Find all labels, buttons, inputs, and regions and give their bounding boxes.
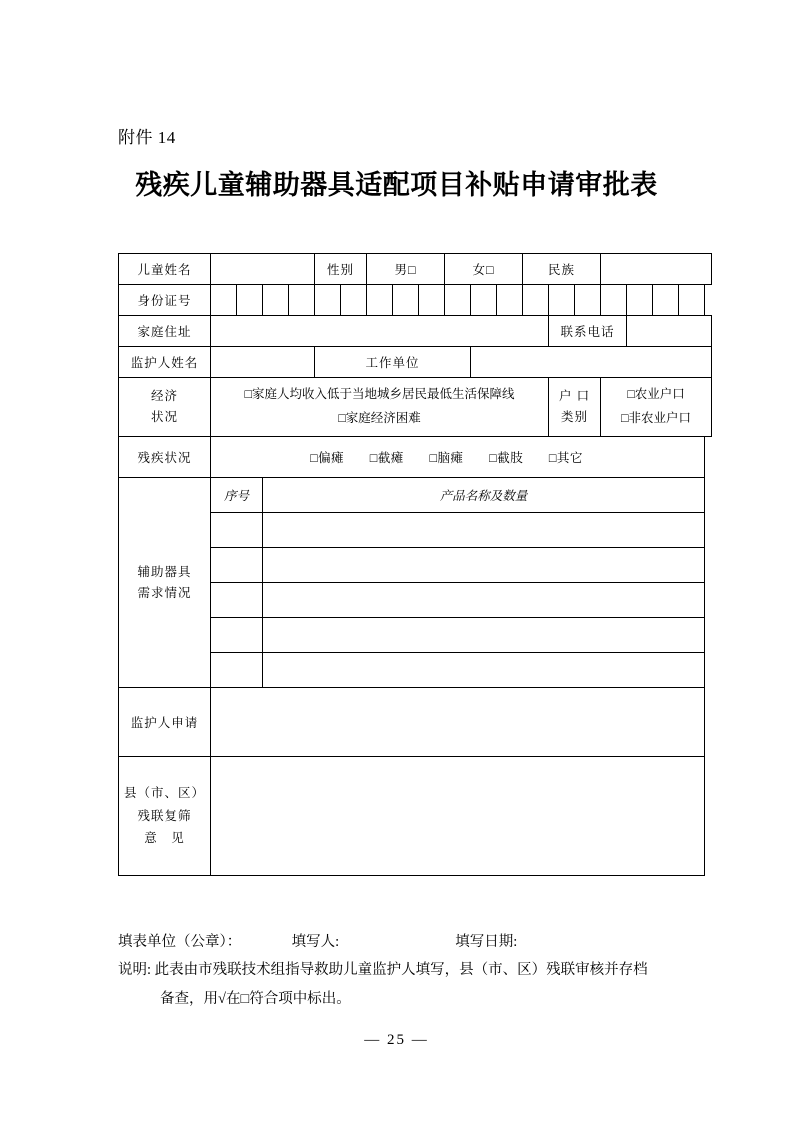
id-digit-cell[interactable] [367, 285, 393, 316]
id-digit-cell[interactable] [497, 285, 523, 316]
id-number-label: 身份证号 [119, 285, 211, 316]
table-row-review-opinion [119, 757, 712, 876]
hukou-option-nonagricultural[interactable]: □非农业户口 [620, 411, 692, 425]
id-digit-cell[interactable] [289, 285, 315, 316]
device-product-cell[interactable] [263, 653, 705, 688]
id-digit-cell[interactable] [445, 285, 471, 316]
disability-option-amputation[interactable]: □截肢 [489, 451, 524, 465]
hukou-label [549, 378, 601, 437]
device-no-cell[interactable] [211, 583, 263, 618]
review-label-line3: 意 见 [144, 831, 185, 846]
home-address-label: 家庭住址 [119, 316, 211, 347]
note-line-1: 此表由市残联技术组指导救助儿童监护人填写，县（市、区）残联审核并存档 [154, 962, 648, 979]
work-unit-value[interactable] [471, 347, 712, 378]
table-row-child-name [119, 254, 712, 285]
economy-label-line1: 经济 [150, 389, 178, 404]
device-product-cell[interactable] [263, 618, 705, 653]
id-digit-cell[interactable] [627, 285, 653, 316]
note-label: 说明: [118, 962, 152, 979]
review-opinion-label [119, 757, 211, 876]
phone-label: 联系电话 [549, 316, 627, 347]
review-opinion-value[interactable] [211, 757, 705, 876]
page-number: — 25 — [364, 1032, 429, 1048]
id-digit-cell[interactable] [523, 285, 549, 316]
id-digit-cell[interactable] [341, 285, 367, 316]
id-digit-cell[interactable] [575, 285, 601, 316]
guardian-application-label: 监护人申请 [119, 688, 211, 757]
footer-note [118, 956, 718, 1013]
id-digit-cell[interactable] [419, 285, 445, 316]
table-row-home-address [119, 316, 712, 347]
gender-label: 性别 [315, 254, 367, 285]
id-digit-cell[interactable] [315, 285, 341, 316]
devices-label-line1: 辅助器具 [137, 564, 192, 579]
home-address-value[interactable] [211, 316, 549, 347]
application-form-table [118, 253, 712, 876]
devices-label [119, 478, 211, 688]
filling-unit-label: 填表单位（公章）： [118, 934, 242, 950]
device-no-cell[interactable] [211, 548, 263, 583]
table-row-guardian [119, 347, 712, 378]
id-digit-cell[interactable] [211, 285, 237, 316]
id-digit-cell[interactable] [601, 285, 627, 316]
work-unit-label: 工作单位 [315, 347, 471, 378]
devices-col-no-header: 序号 [211, 478, 263, 513]
hukou-options [601, 378, 712, 437]
device-no-cell[interactable] [211, 618, 263, 653]
table-row-economy [119, 378, 712, 437]
disability-options [211, 437, 705, 478]
guardian-name-label: 监护人姓名 [119, 347, 211, 378]
filling-date-label: 填写日期: [455, 934, 518, 950]
id-digit-cell[interactable] [471, 285, 497, 316]
device-product-cell[interactable] [263, 548, 705, 583]
disability-option-other[interactable]: □其它 [548, 451, 583, 465]
economy-label-line2: 状况 [150, 410, 178, 424]
form-footer [118, 928, 718, 1013]
hukou-label-line2: 类别 [561, 410, 589, 424]
table-row-disability [119, 437, 712, 478]
economy-option-low-income[interactable]: □家庭人均收入低于当地城乡居民最低生活保障线 [244, 387, 515, 402]
phone-value[interactable] [627, 316, 712, 347]
economy-options [211, 378, 549, 437]
disability-option-hemiplegia[interactable]: □偏瘫 [310, 451, 345, 465]
filler-name-label: 填写人: [291, 934, 340, 950]
hukou-option-agricultural[interactable]: □农业户口 [627, 387, 685, 402]
table-row-devices-header [119, 478, 712, 513]
id-digit-cell[interactable] [549, 285, 575, 316]
gender-female-checkbox[interactable]: 女□ [445, 254, 523, 285]
devices-label-line2: 需求情况 [137, 585, 192, 600]
footer-signature-row [118, 928, 718, 956]
table-row-guardian-application [119, 688, 712, 757]
ethnicity-value[interactable] [601, 254, 712, 285]
disability-option-paraplegia[interactable]: □截瘫 [369, 451, 404, 465]
devices-col-product-header: 产品名称及数量 [263, 478, 705, 513]
child-name-label: 儿童姓名 [119, 254, 211, 285]
ethnicity-label: 民族 [523, 254, 601, 285]
guardian-name-value[interactable] [211, 347, 315, 378]
note-line-2: 备查，用√在□符合项中标出。 [160, 990, 351, 1007]
id-digit-cell[interactable] [653, 285, 679, 316]
id-digit-cell-last[interactable] [679, 285, 705, 316]
child-name-value[interactable] [211, 254, 315, 285]
id-digit-cell[interactable] [237, 285, 263, 316]
id-digit-cell[interactable] [263, 285, 289, 316]
attachment-label: 附件 14 [118, 128, 176, 147]
guardian-application-value[interactable] [211, 688, 705, 757]
review-label-line1: 县（市、区） [123, 786, 205, 801]
disability-label: 残疾状况 [119, 437, 211, 478]
id-digit-cell[interactable] [393, 285, 419, 316]
page-title: 残疾儿童辅助器具适配项目补贴申请审批表 [135, 170, 658, 201]
review-label-line2: 残联复筛 [137, 808, 192, 823]
economy-label [119, 378, 211, 437]
disability-option-cerebral-palsy[interactable]: □脑瘫 [429, 451, 464, 465]
device-no-cell[interactable] [211, 653, 263, 688]
table-row-id-number [119, 285, 712, 316]
device-product-cell[interactable] [263, 583, 705, 618]
economy-option-difficulty[interactable]: □家庭经济困难 [338, 411, 421, 425]
device-product-cell[interactable] [263, 513, 705, 548]
hukou-label-line1: 户 口 [558, 389, 591, 404]
gender-male-checkbox[interactable]: 男□ [367, 254, 445, 285]
device-no-cell[interactable] [211, 513, 263, 548]
